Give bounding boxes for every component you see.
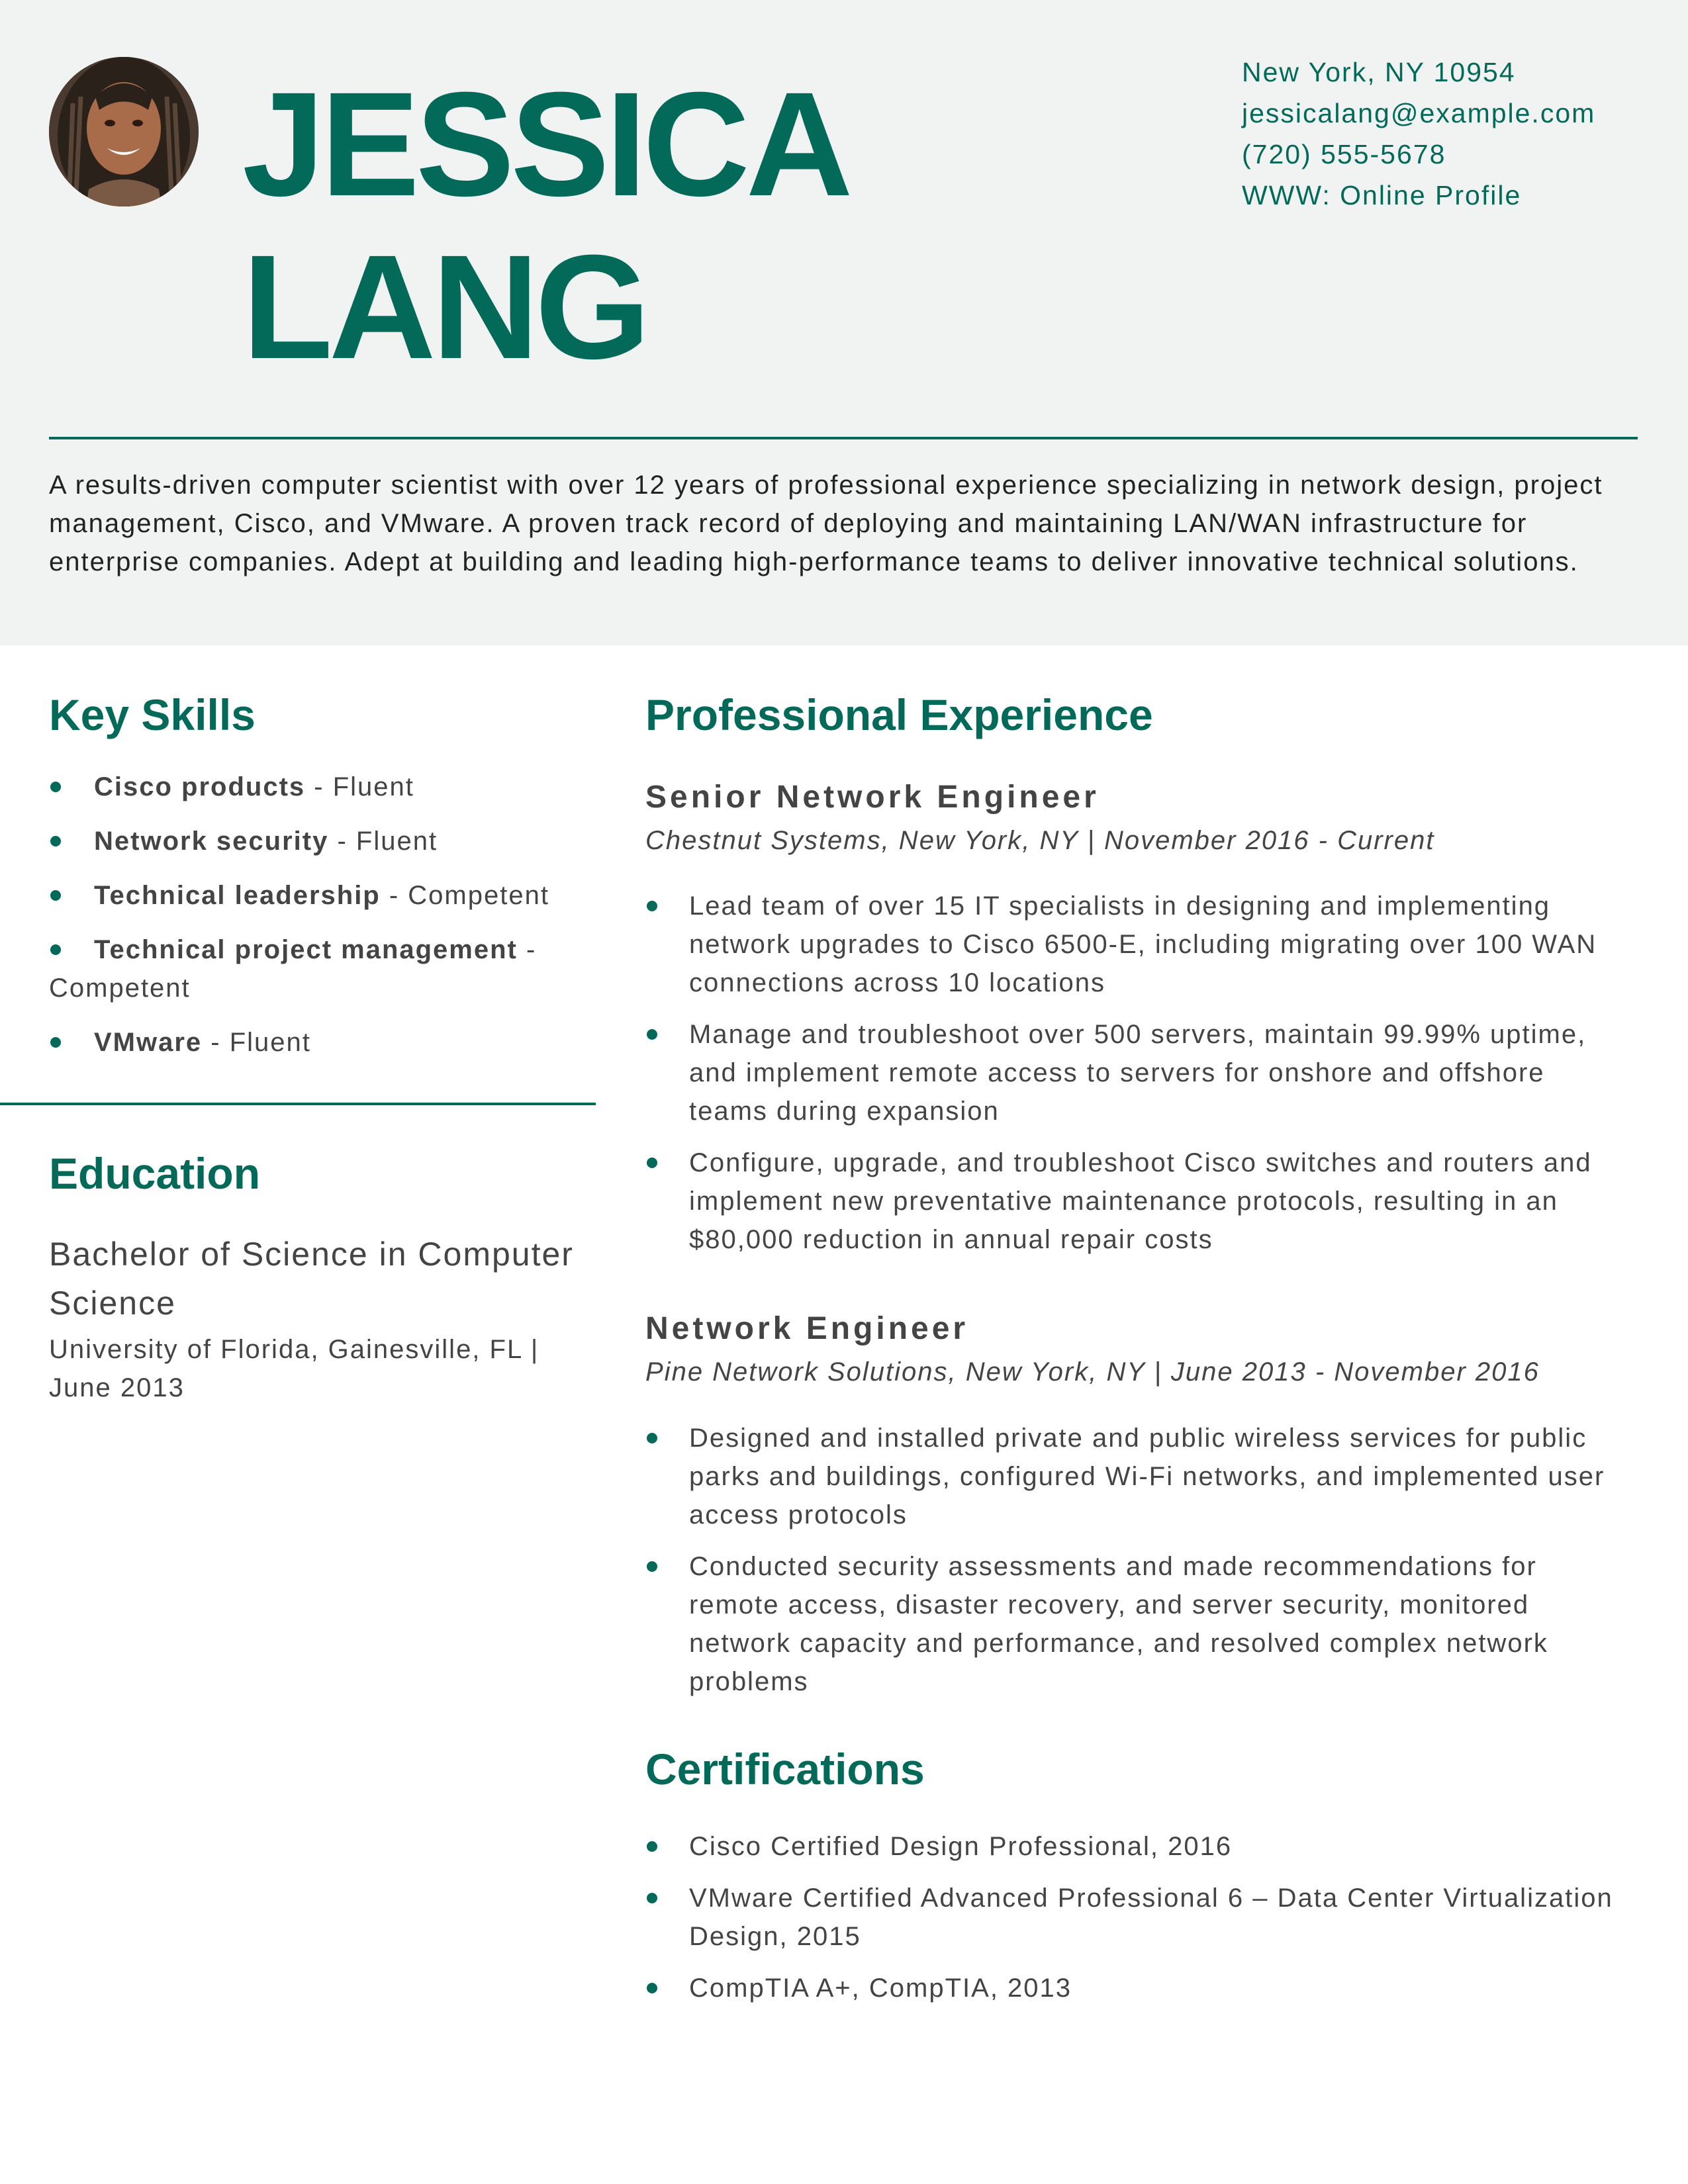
certifications-list — [645, 1827, 1632, 2021]
skill-level: Fluent — [229, 1028, 311, 1057]
list-item: Lead team of over 15 IT specialists in designing and implementing network upgrades to Cisco 6500-E, including migrating over 100 WAN connections across 10 locations — [645, 887, 1632, 1002]
skill-level: Fluent — [332, 772, 414, 801]
list-item: Cisco Certified Design Professional, 2016 — [645, 1827, 1632, 1866]
candidate-name — [242, 63, 849, 388]
list-item: Technical project management - Competent — [49, 931, 579, 1007]
list-item: Cisco products - Fluent — [49, 768, 579, 806]
job-meta — [645, 1353, 1540, 1390]
skills-divider — [0, 1103, 596, 1105]
list-item: Network security - Fluent — [49, 822, 579, 860]
experience-heading: Professional Experience — [645, 690, 1153, 739]
skill-name: Technical project management — [94, 935, 518, 964]
skill-name: VMware — [94, 1028, 203, 1057]
skills-heading: Key Skills — [49, 690, 256, 739]
job-title: Senior Network Engineer — [645, 780, 1100, 815]
list-item: Manage and troubleshoot over 500 servers, maintain 99.99% uptime, and implement remote access to servers for onshore and offshore teams during expansion — [645, 1015, 1632, 1130]
skill-name: Network security — [94, 827, 329, 856]
skills-list — [49, 768, 579, 1077]
skill-level: Competent — [408, 881, 549, 910]
skill-level: Competent — [49, 974, 191, 1003]
list-item: CompTIA A+, CompTIA, 2013 — [645, 1969, 1632, 2007]
job-location-dates: , New York, NY | November 2016 - Current — [881, 826, 1435, 855]
profile-photo-icon — [49, 57, 199, 206]
certifications-heading: Certifications — [645, 1745, 925, 1794]
contact-phone: (720) 555-5678 — [1242, 139, 1446, 169]
job-meta — [645, 822, 1434, 859]
professional-summary: A results-driven computer scientist with over 12 years of professional experience specializing in network design, project management, Cisco, and VMware. A proven track record of deploying and maintaining LAN/WAN infrastructure for enterprise companies. Adept at building and leading high-performance teams to deliver innovative technical solutions. — [49, 471, 1603, 576]
skill-name: Cisco products — [94, 772, 306, 801]
list-item: Technical leadership - Competent — [49, 876, 579, 915]
list-item: Designed and installed private and public wireless services for public parks and buildings, configured Wi-Fi networks, and implemented user access protocols — [645, 1419, 1632, 1534]
contact-website-link[interactable]: WWW: Online Profile — [1242, 180, 1522, 210]
job-bullets — [645, 887, 1632, 1272]
education-school: University of Florida, Gainesville, FL | June 2013 — [49, 1335, 539, 1402]
skill-level: Fluent — [355, 827, 438, 856]
avatar — [49, 57, 199, 206]
skill-name: Technical leadership — [94, 881, 381, 910]
contact-location: New York, NY 10954 — [1242, 57, 1516, 87]
job-location-dates: , New York, NY | June 2013 - November 2016 — [948, 1357, 1540, 1387]
job-title: Network Engineer — [645, 1311, 969, 1346]
header-divider — [49, 437, 1638, 439]
list-item: Conducted security assessments and made recommendations for remote access, disaster recovery, and server security, monitored network capacity and performance, and resolved complex network problems — [645, 1547, 1632, 1701]
first-name: JESSICA — [242, 62, 849, 227]
list-item: VMware Certified Advanced Professional 6 – Data Center Virtualization Design, 2015 — [645, 1879, 1632, 1956]
last-name: LANG — [242, 224, 647, 390]
job-company: Pine Network Solutions — [645, 1357, 949, 1387]
list-item: VMware - Fluent — [49, 1023, 579, 1062]
job-company: Chestnut Systems — [645, 826, 882, 855]
education-heading: Education — [49, 1149, 261, 1198]
job-bullets — [645, 1419, 1632, 1714]
contact-email-link[interactable]: jessicalang@example.com — [1242, 98, 1596, 128]
contact-block — [1242, 52, 1595, 216]
list-item: Configure, upgrade, and troubleshoot Cisco switches and routers and implement new preventative maintenance protocols, resulting in an $80,000 reduction in annual repair costs — [645, 1144, 1632, 1259]
education-degree: Bachelor of Science in Computer Science — [49, 1236, 574, 1322]
